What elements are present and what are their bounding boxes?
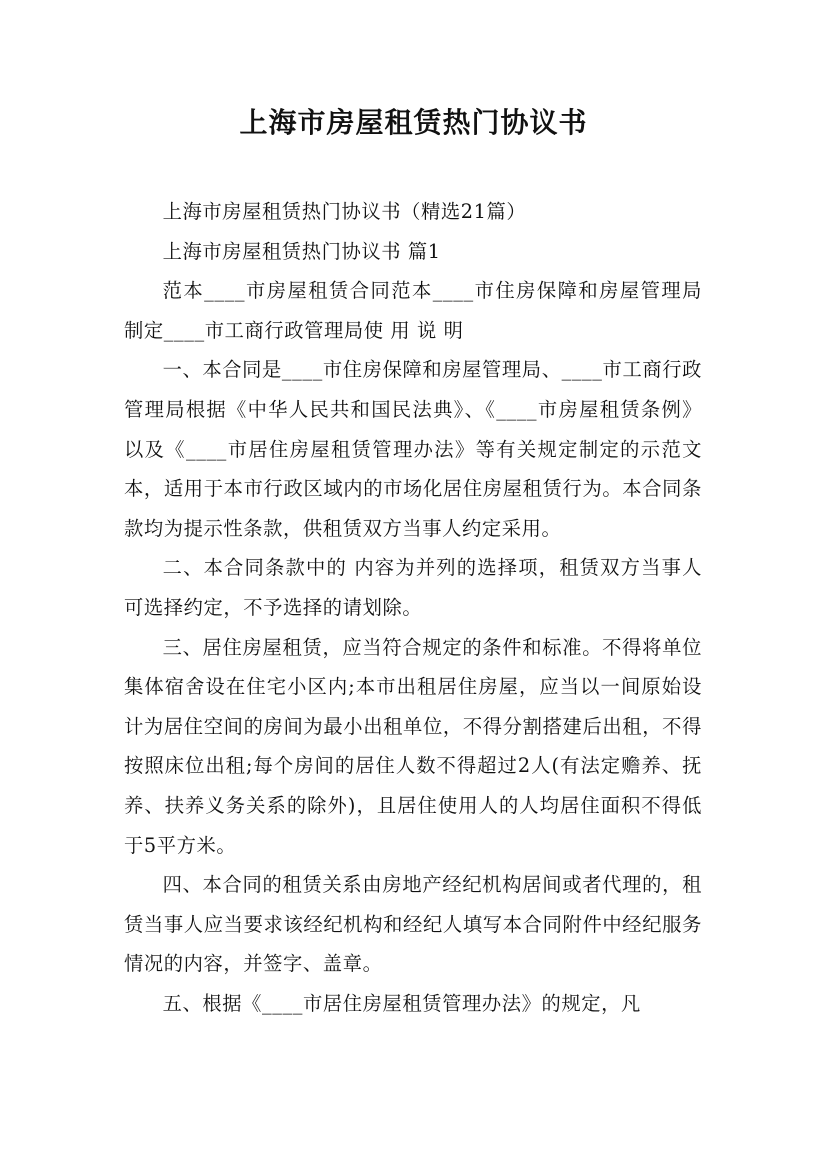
document-title: 上海市房屋租赁热门协议书 — [239, 106, 588, 139]
paragraph-clause-1: 一、本合同是____市住房保障和房屋管理局、____市工商行政管理局根据《中华人民共和国民法典》、《____市房屋租赁条例》以及《____市居住房屋租赁管理办法》等有关规定制定的示范文本，适用于本市行政区域内的市场化居住房屋租赁行为。本合同条款均为提示性条款，供租赁双方当事人约定采用。 — [124, 358, 702, 540]
paragraph-clause-2: 二、本合同条款中的 内容为并列的选择项，租赁双方当事人可选择约定，不予选择的请划除。 — [124, 556, 702, 619]
paragraph-subtitle: 上海市房屋租赁热门协议书（精选21篇） — [162, 200, 527, 223]
paragraph-clause-4: 四、本合同的租赁关系由房地产经纪机构居间或者代理的，租赁当事人应当要求该经纪机构和经纪人填写本合同附件中经纪服务情况的内容，并签字、盖章。 — [124, 873, 702, 976]
paragraph-template-header: 范本____市房屋租赁合同范本____市住房保障和房屋管理局 制定____市工商行政管理局使 用 说 明 — [124, 279, 702, 342]
paragraph-clause-3: 三、居住房屋租赁，应当符合规定的条件和标准。不得将单位集体宿舍设在住宅小区内;本市出租居住房屋，应当以一间原始设计为居住空间的房间为最小出租单位，不得分割搭建后出租，不得按照床位出租;每个房间的居住人数不得超过2人(有法定赡养、抚养、扶养义务关系的除外)，且居住使用人的人均居住面积不得低于5平方米。 — [124, 635, 702, 857]
document-body — [124, 192, 702, 1023]
paragraph-section-heading: 上海市房屋租赁热门协议书 篇1 — [162, 239, 441, 263]
paragraph-clause-5: 五、根据《____市居住房屋租赁管理办法》的规定，凡 — [162, 991, 641, 1015]
